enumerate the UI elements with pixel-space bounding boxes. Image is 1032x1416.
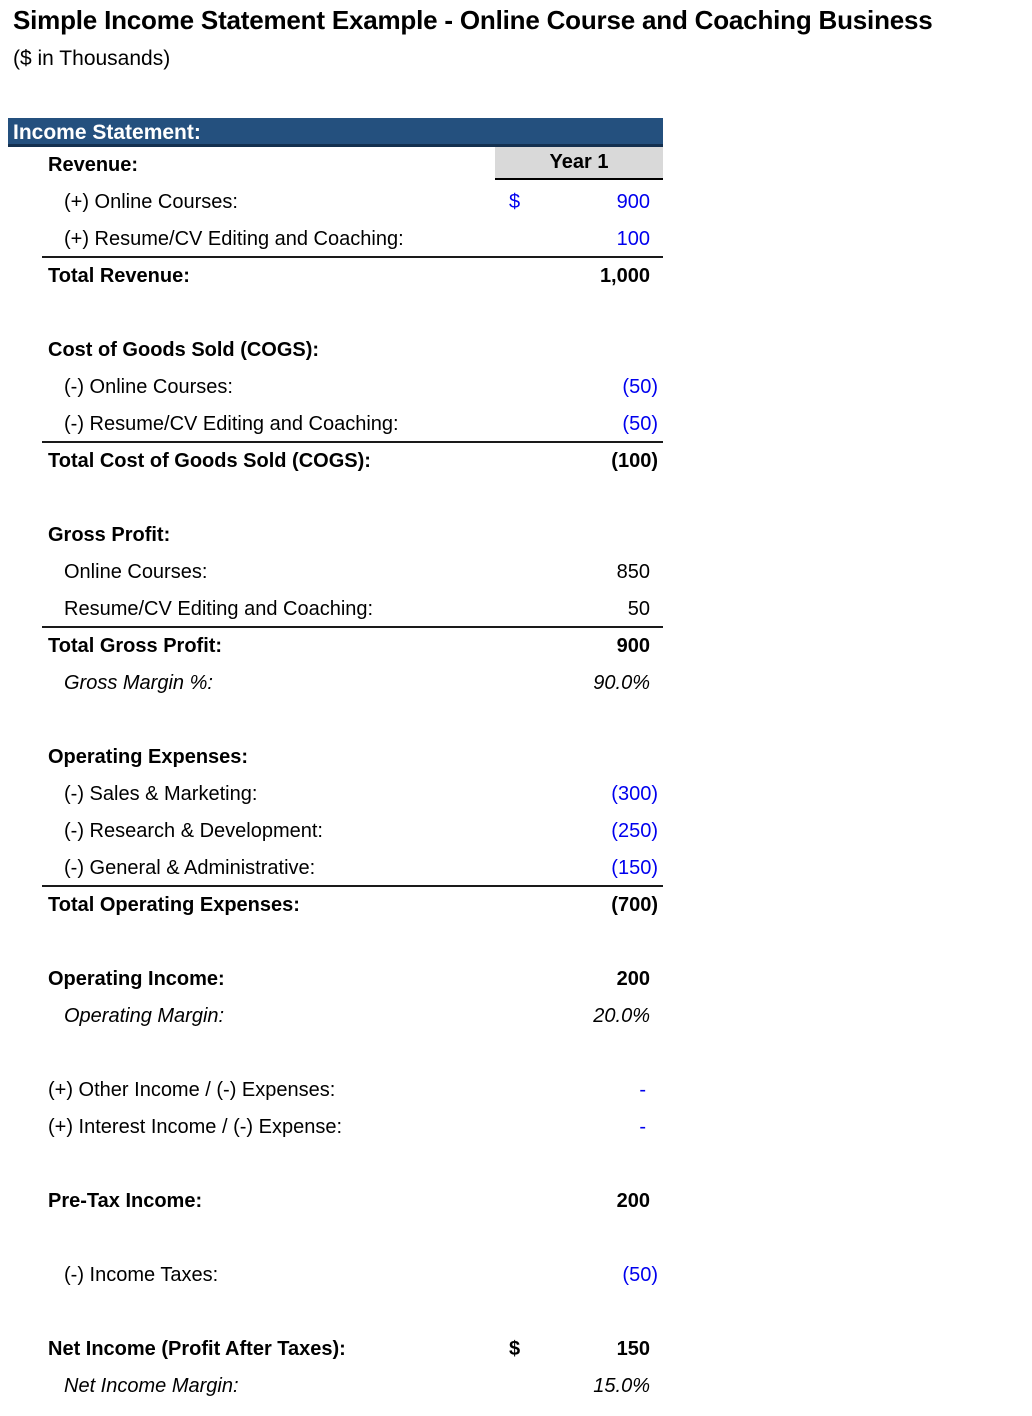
row-label: (+) Online Courses:: [64, 191, 238, 213]
row-value: [495, 1331, 663, 1368]
statement-row: [8, 961, 663, 998]
row-label: (-) Research & Development:: [64, 820, 323, 842]
spacer-row: [8, 1220, 663, 1257]
row-label: Online Courses:: [64, 561, 208, 583]
spacer-row: [8, 1035, 663, 1072]
row-label: Total Gross Profit:: [48, 635, 223, 657]
statement-row: [8, 998, 663, 1035]
row-value: 90.0%: [593, 672, 650, 694]
dollar-sign: $: [509, 191, 521, 213]
statement-row: [8, 887, 663, 924]
statement-row: [8, 406, 663, 443]
row-label: Gross Margin %:: [64, 672, 213, 694]
row-value: 50: [627, 598, 650, 620]
statement-row: [8, 850, 663, 887]
row-value: (300): [611, 783, 658, 805]
spacer-row: [8, 702, 663, 739]
spacer-row: [8, 1294, 663, 1331]
row-value: 20.0%: [593, 1005, 650, 1027]
statement-row: [8, 665, 663, 702]
row-label: Total Cost of Goods Sold (COGS):: [48, 450, 371, 472]
statement-row: [8, 369, 663, 406]
statement-row: [8, 628, 663, 665]
row-value: (50): [622, 413, 658, 435]
statement-row: [8, 1183, 663, 1220]
row-label: (-) Resume/CV Editing and Coaching:: [64, 413, 399, 435]
row-value: 200: [616, 1190, 650, 1212]
row-label: Total Revenue:: [48, 265, 190, 287]
statement-row: [8, 258, 663, 295]
row-label: (-) Sales & Marketing:: [64, 783, 258, 805]
row-label: (+) Interest Income / (-) Expense:: [48, 1116, 342, 1138]
value-text: 900: [616, 191, 650, 213]
row-label: Total Operating Expenses:: [48, 894, 300, 916]
row-value: -: [639, 1116, 646, 1138]
row-label: (+) Other Income / (-) Expenses:: [48, 1079, 336, 1101]
income-statement-table: [8, 118, 663, 1405]
row-label: Resume/CV Editing and Coaching:: [64, 598, 374, 620]
statement-row: [8, 776, 663, 813]
statement-row: [8, 184, 663, 221]
page-subtitle: ($ in Thousands): [13, 47, 171, 70]
row-label: Revenue:: [48, 154, 139, 176]
spacer-row: [8, 480, 663, 517]
row-value: 1,000: [599, 265, 650, 287]
row-value: 900: [616, 635, 650, 657]
row-value: (50): [622, 1264, 658, 1286]
row-value: 200: [616, 968, 650, 990]
year-column-header: Year 1: [495, 147, 663, 180]
spacer-row: [8, 295, 663, 332]
row-label: (-) Online Courses:: [64, 376, 233, 398]
row-value: 850: [616, 561, 650, 583]
row-label: Gross Profit:: [48, 524, 171, 546]
statement-row: [8, 1109, 663, 1146]
row-label: (-) Income Taxes:: [64, 1264, 219, 1286]
value-text: 150: [616, 1338, 650, 1360]
row-value: 100: [616, 228, 650, 250]
statement-row: [8, 147, 663, 184]
statement-row: [8, 1331, 663, 1368]
statement-row: [8, 739, 663, 776]
statement-row: [8, 443, 663, 480]
statement-row: [8, 591, 663, 628]
dollar-sign: $: [509, 1338, 521, 1360]
row-value: (250): [611, 820, 658, 842]
spacer-row: [8, 1146, 663, 1183]
row-value: (150): [611, 857, 658, 879]
statement-row: [8, 332, 663, 369]
row-value: (100): [611, 450, 658, 472]
row-label: Net Income (Profit After Taxes):: [48, 1338, 346, 1360]
row-value: 15.0%: [593, 1375, 650, 1397]
spacer-row: [8, 924, 663, 961]
row-value: (50): [622, 376, 658, 398]
statement-row: [8, 517, 663, 554]
row-label: Net Income Margin:: [64, 1375, 239, 1397]
page-title: Simple Income Statement Example - Online Course and Coaching Business: [13, 5, 933, 35]
statement-row: [8, 813, 663, 850]
statement-row: [8, 1257, 663, 1294]
row-label: Operating Income:: [48, 968, 225, 990]
statement-row: [8, 1072, 663, 1109]
row-label: Pre-Tax Income:: [48, 1190, 203, 1212]
statement-header-bar: Income Statement:: [8, 118, 663, 147]
row-label: (-) General & Administrative:: [64, 857, 316, 879]
statement-row: [8, 1368, 663, 1405]
row-label: (+) Resume/CV Editing and Coaching:: [64, 228, 404, 250]
row-value: -: [639, 1079, 646, 1101]
row-label: Cost of Goods Sold (COGS):: [48, 339, 320, 361]
row-value: (700): [611, 894, 658, 916]
statement-row: [8, 554, 663, 591]
row-label: Operating Margin:: [64, 1005, 225, 1027]
row-value: [495, 184, 663, 221]
statement-row: [8, 221, 663, 258]
row-label: Operating Expenses:: [48, 746, 249, 768]
